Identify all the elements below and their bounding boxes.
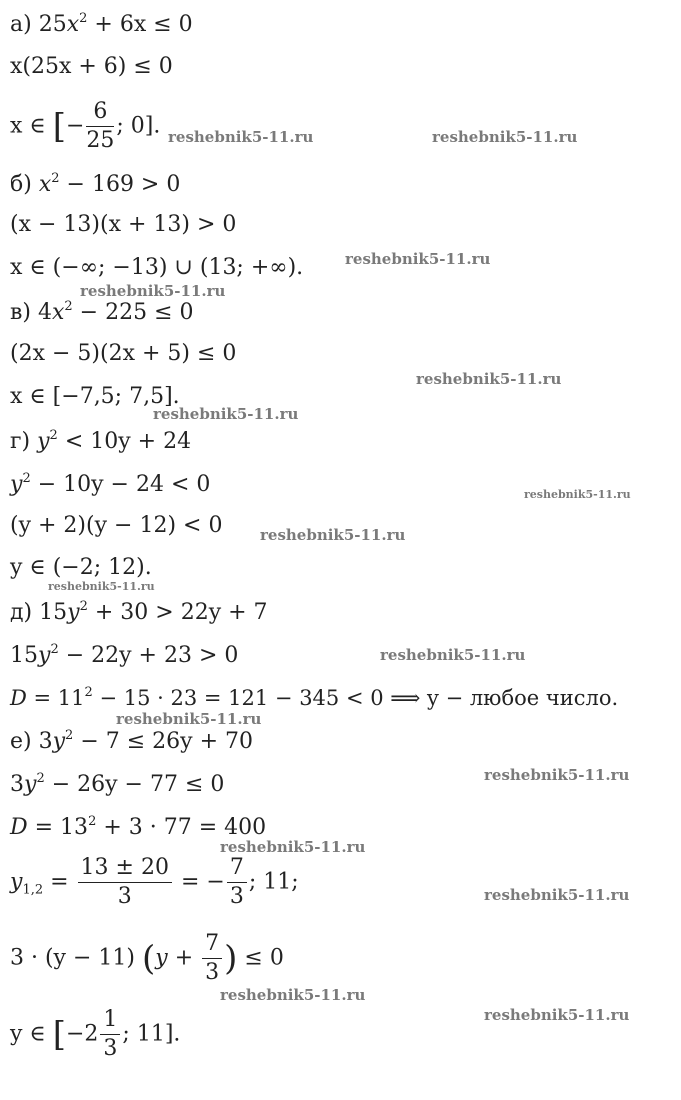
part-a-factored: x(25x + 6) ≤ 0 <box>10 54 173 79</box>
part-b-label: б) <box>10 172 32 197</box>
part-e-factored-prefix: 3 · (y − 11) <box>10 945 135 971</box>
part-g-rest: < 10y + 24 <box>57 429 192 454</box>
mixed-denominator: 3 <box>103 1036 118 1062</box>
part-v-factored: (2x − 5)(2x + 5) ≤ 0 <box>10 341 237 366</box>
roots-denominator: 3 <box>117 884 132 910</box>
roots-fraction <box>78 856 172 909</box>
part-d-inequality: д) $15y^2 + 30 > 22y + 7$ <box>10 599 268 625</box>
left-bracket: [ <box>52 1014 66 1055</box>
part-e-factored: 3 · (y − 11) (y + $\frac{7}{3}$ ) ≤ 0 <box>10 931 284 986</box>
factor-denominator: 3 <box>205 960 220 986</box>
part-e-discriminant-rest: + 3 · 77 = 400 <box>96 815 267 840</box>
watermark: reshebnik5-11.ru <box>484 1006 630 1024</box>
watermark: reshebnik5-11.ru <box>153 405 299 423</box>
mixed-fraction <box>100 1008 120 1061</box>
watermark: reshebnik5-11.ru <box>380 646 526 664</box>
part-a-label: а) <box>10 12 32 37</box>
factor-fraction <box>202 932 222 985</box>
watermark: reshebnik5-11.ru <box>416 370 562 388</box>
part-e-inequality: е) $3y^2 - 7 \le 26y + 70$ <box>10 728 254 754</box>
part-e-rearranged-rest: − 26y − 77 ≤ 0 <box>44 772 225 797</box>
part-e-answer-prefix: y ∈ <box>10 1021 46 1047</box>
fraction-denominator: 25 <box>86 128 115 154</box>
part-v-answer: x ∈ [−7,5; 7,5]. <box>10 384 180 409</box>
watermark: reshebnik5-11.ru <box>220 986 366 1004</box>
factor-numerator: 7 <box>202 932 222 959</box>
part-e-answer-suffix: ; 11]. <box>122 1021 181 1047</box>
roots-numerator: 13 ± 20 <box>78 856 172 883</box>
part-d-discriminant-rest: − 15 · 23 = 121 − 345 < 0 ⟹ y − любое число. <box>92 686 619 710</box>
part-d-rearranged-rest: − 22y + 23 > 0 <box>58 643 239 668</box>
part-d-label: д) <box>10 600 33 625</box>
mixed-numerator: 1 <box>100 1008 120 1035</box>
watermark: reshebnik5-11.ru <box>345 250 491 268</box>
watermark: reshebnik5-11.ru <box>220 838 366 856</box>
part-g-inequality: г) $y^2 < 10y + 24$ <box>10 428 192 454</box>
part-a-inequality: а) $25x^2 + 6x \le 0$ <box>10 11 193 37</box>
left-paren: ( <box>142 938 156 979</box>
part-b-inequality: б) $x^2 - 169 > 0$ <box>10 171 181 197</box>
part-e-answer: y ∈ [−2 $\frac{1}{3}$ ; 11]. <box>10 1007 181 1062</box>
part-a-rest: + 6x ≤ 0 <box>87 12 193 37</box>
root-numerator: 7 <box>227 856 247 883</box>
watermark: reshebnik5-11.ru <box>484 886 630 904</box>
part-g-rearranged-rest: − 10y − 24 < 0 <box>30 472 211 497</box>
part-b-factored: (x − 13)(x + 13) > 0 <box>10 212 237 237</box>
watermark: reshebnik5-11.ru <box>432 128 578 146</box>
part-g-label: г) <box>10 429 31 454</box>
part-g-answer: y ∈ (−2; 12). <box>10 555 152 580</box>
part-e-rearranged: $3y^2 - 26y - 77 \le 0$ <box>10 771 225 797</box>
part-e-rest: − 7 ≤ 26y + 70 <box>73 729 254 754</box>
part-g-factored: (y + 2)(y − 12) < 0 <box>10 513 223 538</box>
part-a-answer-prefix: x ∈ <box>10 113 46 139</box>
watermark: reshebnik5-11.ru <box>48 580 155 593</box>
watermark: reshebnik5-11.ru <box>116 710 262 728</box>
part-b-rest: − 169 > 0 <box>59 172 181 197</box>
part-g-rearranged: $y^2 - 10y - 24 < 0$ <box>10 471 211 497</box>
part-e-factored-suffix: ≤ 0 <box>244 945 284 971</box>
part-e-discriminant: $D = 13^2 + 3 \cdot 77 = 400$ <box>10 814 267 840</box>
part-a-answer-suffix: ; 0]. <box>116 113 161 139</box>
part-e-label: е) <box>10 729 32 754</box>
part-v-inequality: в) $4x^2 - 225 \le 0$ <box>10 299 194 325</box>
watermark: reshebnik5-11.ru <box>524 488 631 501</box>
part-a-answer: x ∈ [− $\frac{6}{25}$ ; 0]. <box>10 99 161 154</box>
watermark: reshebnik5-11.ru <box>484 766 630 784</box>
root-denominator: 3 <box>229 884 244 910</box>
watermark: reshebnik5-11.ru <box>80 282 226 300</box>
part-d-discriminant: $D = 11^2 - 15 \cdot 23 = 121 - 345 < 0$ ⟹ y − любое число. <box>10 685 619 710</box>
part-e-roots: $y_{1,2}$ = $\frac{13 \pm 20}{3}$ = − $\frac{7}{3}$ ; 11; <box>10 855 299 910</box>
watermark: reshebnik5-11.ru <box>260 526 406 544</box>
part-d-rest: + 30 > 22y + 7 <box>87 600 268 625</box>
part-b-answer: x ∈ (−∞; −13) ∪ (13; +∞). <box>10 255 304 280</box>
part-v-label: в) <box>10 300 31 325</box>
part-d-rearranged: $15y^2 - 22y + 23 > 0$ <box>10 642 239 668</box>
root-fraction <box>227 856 247 909</box>
fraction-numerator: 6 <box>86 100 114 127</box>
fraction <box>86 100 114 153</box>
watermark: reshebnik5-11.ru <box>168 128 314 146</box>
right-paren: ) <box>224 938 238 979</box>
part-v-rest: − 225 ≤ 0 <box>72 300 194 325</box>
left-bracket: [ <box>52 106 66 147</box>
part-e-roots-tail: ; 11; <box>248 869 299 895</box>
